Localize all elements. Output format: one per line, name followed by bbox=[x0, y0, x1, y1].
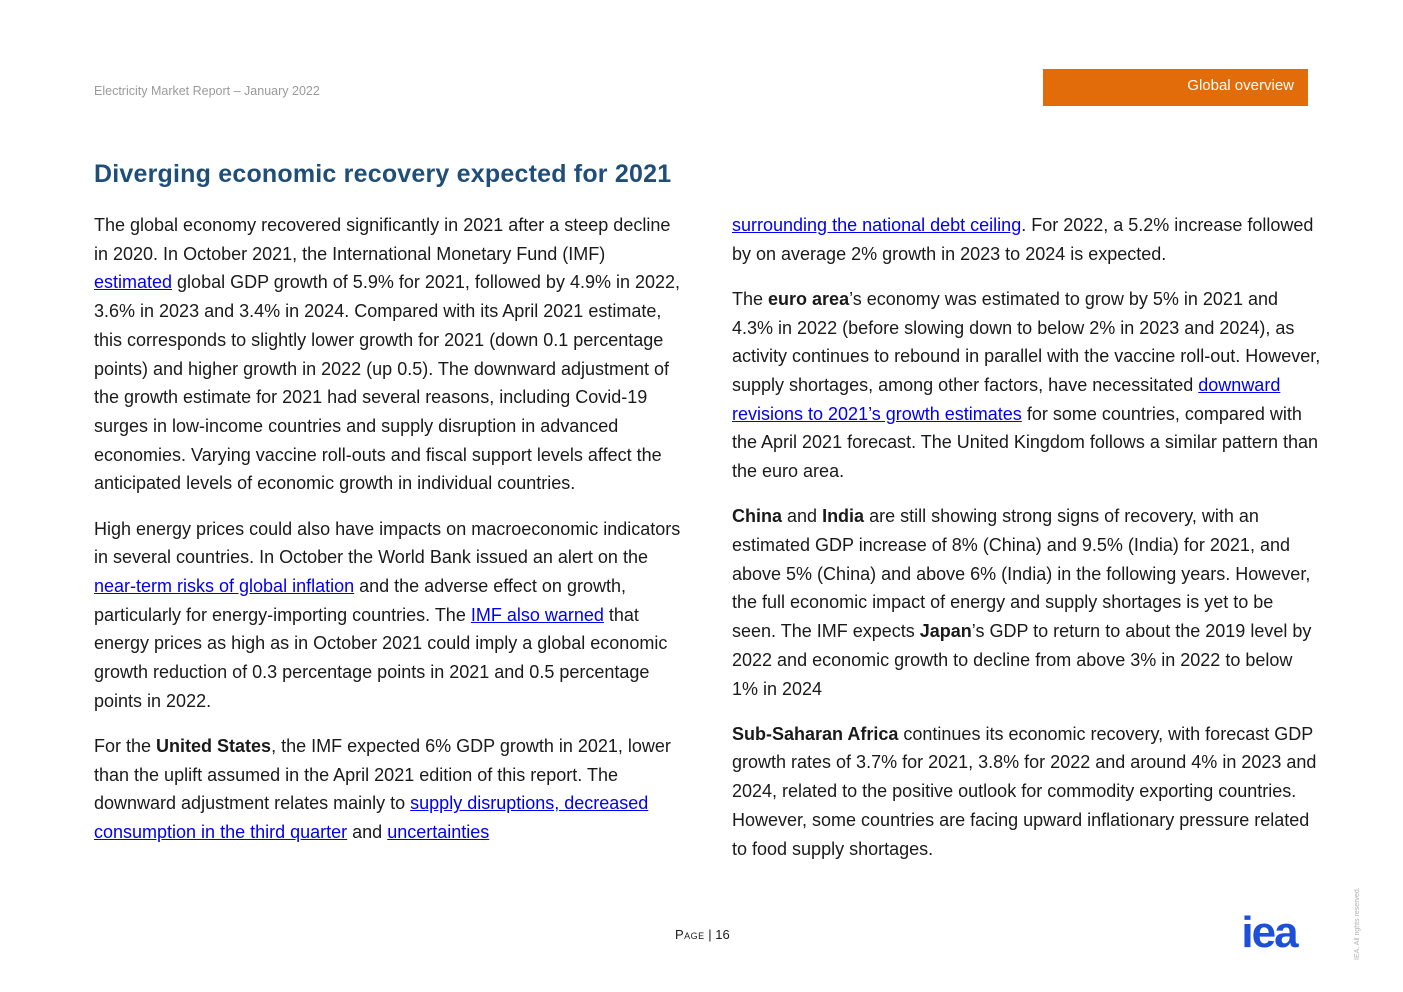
page-title: Diverging economic recovery expected for 2021 bbox=[94, 160, 672, 188]
link-uncertainties[interactable]: uncertainties bbox=[387, 822, 490, 843]
right-column bbox=[732, 211, 1322, 880]
page-label: Page bbox=[675, 927, 705, 942]
paragraph-energy-prices: High energy prices could also have impacts on macroeconomic indicators in several countries. In October the World Bank issued an alert on the near-term risks of global inflation and the adverse effect on growth, particularly for energy-importing countries. The IMF also warned that energy prices as high as in October 2021 could imply a global economic growth reduction of 0.3 percentage points in 2021 and 0.5 percentage points in 2022. bbox=[94, 518, 681, 711]
paragraph-global-economy: The global economy recovered significantly in 2021 after a steep decline in 2020. In October 2021, the International Monetary Fund (IMF) estimated global GDP growth of 5.9% for 2021, followed by 4.9% in 2022, 3.6% in 2023 and 3.4% in 2024. Compared with its April 2021 estimate, this corresponds to slightly lower growth for 2021 (down 0.1 percentage points) and higher growth in 2022 (up 0.5). The downward adjustment of the growth estimate for 2021 had several reasons, including Covid-19 surges in low-income countries and supply disruption in advanced economies. Varying vaccine roll-outs and fiscal support levels affect the anticipated levels of economic growth in individual countries. bbox=[94, 215, 681, 494]
link-supply-disruptions[interactable]: supply disruptions, decreased consumption in the third quarter bbox=[94, 793, 649, 843]
report-title: Electricity Market Report – January 2022 bbox=[94, 84, 320, 98]
link-inflation-risks[interactable]: near-term risks of global inflation bbox=[94, 575, 355, 596]
paragraph-china-india: China and India are still showing strong signs of recovery, with an estimated GDP increase of 8% (China) and 9.5% (India) for 2021, and above 5% (China) and above 6% (India) in the following years. However, the full economic impact of energy and supply shortages is yet to be seen. The IMF expects Japan’s GDP to return to about the 2019 level by 2022 and economic growth to decline from above 3% in 2022 to below 1% in 2024 bbox=[732, 506, 1312, 699]
link-debt-ceiling[interactable]: surrounding the national debt ceiling bbox=[732, 215, 1022, 235]
section-tab: Global overview bbox=[1043, 69, 1308, 106]
bold-sub-saharan-africa: Sub-Saharan Africa bbox=[732, 723, 899, 744]
bold-euro-area: euro area bbox=[768, 288, 850, 309]
iea-logo-icon bbox=[1228, 914, 1310, 954]
paragraph-united-states: For the United States, the IMF expected 6% GDP growth in 2021, lower than the uplift assumed in the April 2021 edition of this report. The downward adjustment relates mainly to supply disruptions, decreased consumption in the third quarter and uncertainties bbox=[94, 735, 671, 843]
bold-china: China bbox=[732, 506, 783, 527]
paragraph-sub-saharan-africa: Sub-Saharan Africa continues its economic recovery, with forecast GDP growth rates of 3.7% for 2021, 3.8% for 2022 and around 4% in 2023 and 2024, related to the positive outlook for commodity exporting countries. However, some countries are facing upward inflationary pressure related to food supply shortages. bbox=[732, 723, 1317, 859]
paragraph-euro-area: The euro area’s economy was estimated to grow by 5% in 2021 and 4.3% in 2022 (before slowing down to below 2% in 2023 and 2024), as activity continues to rebound in parallel with the vaccine roll-out. However, supply shortages, among other factors, have necessitated downward revisions to 2021’s growth estimates for some countries, compared with the April 2021 forecast. The United Kingdom follows a similar pattern than the euro area. bbox=[732, 288, 1321, 482]
page-number-value: 16 bbox=[715, 927, 730, 942]
iea-logo-text: iea bbox=[1241, 914, 1297, 954]
link-imf-also-warned[interactable]: IMF also warned bbox=[470, 604, 604, 625]
paragraph-debt-ceiling: surrounding the national debt ceiling. For 2022, a 5.2% increase followed by on average 2% growth in 2023 to 2024 is expected. bbox=[732, 215, 1314, 264]
page-separator: | bbox=[704, 927, 716, 942]
bold-united-states: United States bbox=[156, 735, 272, 756]
link-downward-revisions[interactable]: downward revisions to 2021’s growth estimates bbox=[732, 375, 1281, 424]
bold-india: India bbox=[822, 506, 865, 527]
link-estimated[interactable]: estimated bbox=[94, 272, 173, 293]
left-column bbox=[94, 211, 684, 863]
page-number bbox=[675, 927, 730, 942]
bold-japan: Japan bbox=[919, 621, 972, 642]
rights-notice: IEA. All rights reserved. bbox=[1354, 887, 1361, 960]
